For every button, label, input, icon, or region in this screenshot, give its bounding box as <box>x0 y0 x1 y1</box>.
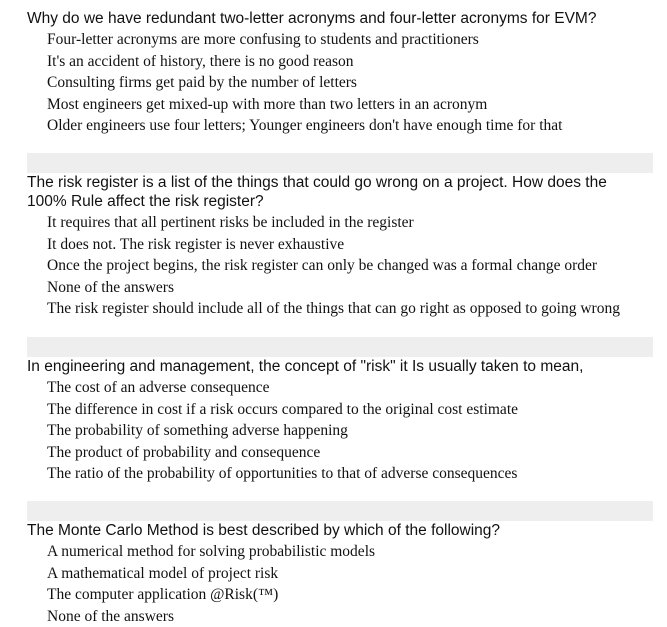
options-list <box>0 212 667 320</box>
answer-option[interactable]: It does not. The risk register is never exhaustive <box>47 235 345 253</box>
question-block-1 <box>0 9 667 137</box>
options-list <box>0 541 667 627</box>
answer-option[interactable]: The computer application @Risk(™) <box>47 586 279 603</box>
answer-option[interactable]: It requires that all pertinent risks be included in the register <box>47 214 414 231</box>
answer-option[interactable]: Four-letter acronyms are more confusing to students and practitioners <box>47 31 479 48</box>
answer-option[interactable]: None of the answers <box>47 278 174 296</box>
answer-option[interactable]: Older engineers use four letters; Younger engineers don't have enough time for that <box>47 117 563 134</box>
question-block-4 <box>0 521 667 627</box>
question-divider <box>27 153 653 173</box>
answer-option[interactable]: The probability of something adverse happening <box>47 422 348 439</box>
question-text: The risk register is a list of the things that could go wrong on a project. How does the 100% Rule affect the risk register? <box>27 174 607 210</box>
options-list <box>0 29 667 137</box>
answer-option[interactable]: The risk register should include all of the things that can go right as opposed to going wrong <box>47 300 620 317</box>
question-divider <box>27 501 653 521</box>
answer-option[interactable]: A numerical method for solving probabilistic models <box>47 543 376 560</box>
question-text: The Monte Carlo Method is best described by which of the following? <box>27 522 500 539</box>
answer-option[interactable]: It's an accident of history, there is no good reason <box>47 52 354 70</box>
answer-option[interactable]: Once the project begins, the risk register can only be changed was a formal change order <box>47 257 598 274</box>
options-list <box>0 377 667 485</box>
answer-option[interactable]: The difference in cost if a risk occurs compared to the original cost estimate <box>47 400 519 418</box>
answer-option[interactable]: Consulting firms get paid by the number of letters <box>47 74 357 91</box>
question-divider <box>27 337 653 357</box>
question-block-3 <box>0 357 667 485</box>
answer-option[interactable]: The ratio of the probability of opportunities to that of adverse consequences <box>47 465 518 482</box>
answer-option[interactable]: Most engineers get mixed-up with more than two letters in an acronym <box>47 95 488 113</box>
answer-option[interactable]: The cost of an adverse consequence <box>47 379 270 396</box>
answer-option[interactable]: A mathematical model of project risk <box>47 564 279 582</box>
answer-option[interactable]: The product of probability and consequence <box>47 443 321 461</box>
answer-option[interactable]: None of the answers <box>47 607 174 625</box>
question-block-2 <box>0 173 667 320</box>
question-text: Why do we have redundant two-letter acronyms and four-letter acronyms for EVM? <box>27 10 597 27</box>
question-text: In engineering and management, the concept of "risk" it Is usually taken to mean, <box>27 358 584 375</box>
